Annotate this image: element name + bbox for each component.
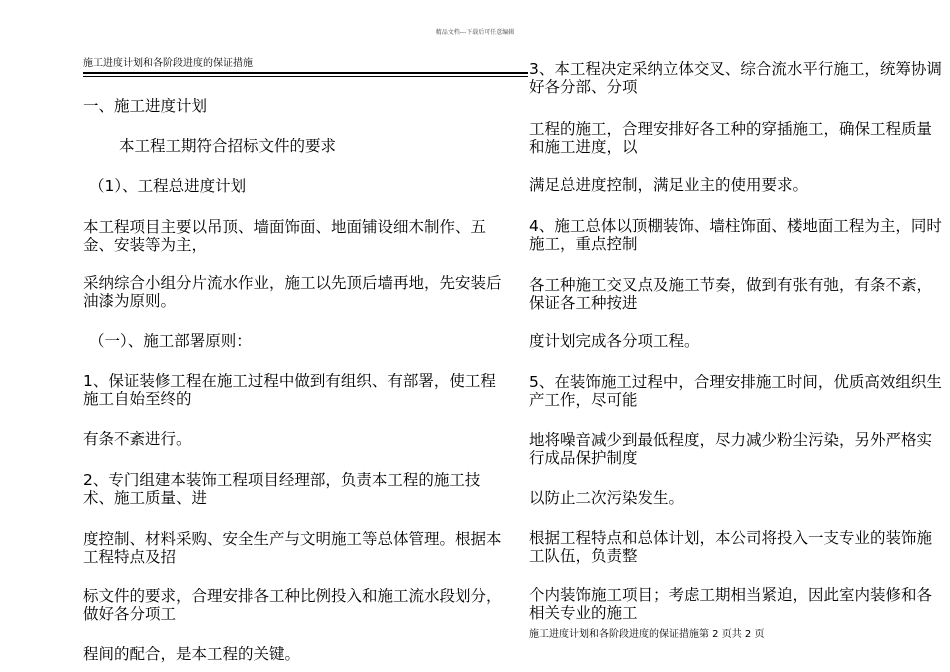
paragraph: 满足总进度控制，满足业主的使用要求。 [529, 176, 809, 194]
subsection-heading: （一）、施工部署原则： [89, 332, 252, 350]
paragraph: 工程的施工，合理安排好各工种的穿插施工，确保工程质量和施工进度，以 [529, 120, 933, 156]
top-note: 精品文档---下载后可任意编辑 [435, 29, 515, 36]
paragraph: 度计划完成各分项工程。 [529, 332, 700, 350]
subsection-heading: （1）、工程总进度计划 [89, 177, 247, 195]
paragraph: 2、专门组建本装饰工程项目经理部，负责本工程的施工技术、施工质量、进 [83, 471, 481, 507]
paragraph: 以防止二次污染发生。 [529, 489, 685, 507]
paragraph: 本工程项目主要以吊顶、墙面饰面、地面铺设细木制作、五金、安装等为主， [83, 218, 487, 254]
paragraph: 1、保证装修工程在施工过程中做到有组织、有部署，使工程施工自始至终的 [83, 372, 496, 408]
paragraph: 标文件的要求，合理安排各工种比例投入和施工流水段划分，做好各分项工 [83, 587, 502, 623]
paragraph: 采纳综合小组分片流水作业，施工以先顶后墙再地，先安装后油漆为原则。 [83, 274, 502, 310]
paragraph: 3、本工程决定采纳立体交叉、综合流水平行施工，统筹协调好各分部、分项 [529, 60, 942, 96]
paragraph: 4、施工总体以顶棚装饰、墙柱饰面、楼地面工程为主，同时施工，重点控制 [529, 217, 942, 253]
paragraph: 根据工程特点和总体计划，本公司将投入一支专业的装饰施工队伍，负责整 [529, 529, 933, 565]
header-rule-thin [83, 76, 528, 77]
paragraph: 本工程工期符合招标文件的要求 [119, 137, 337, 155]
paragraph: 有条不紊进行。 [83, 430, 192, 448]
paragraph: 个内装饰施工项目；考虑工期相当紧迫，因此室内装修和各相关专业的施工 [529, 586, 933, 622]
header-rule-thick [83, 72, 528, 74]
section-heading: 一、施工进度计划 [83, 97, 208, 115]
paragraph: 5、在装饰施工过程中，合理安排施工时间，优质高效组织生产工作，尽可能 [529, 373, 942, 409]
paragraph: 程间的配合，是本工程的关键。 [83, 645, 301, 663]
page-footer: 施工进度计划和各阶段进度的保证措施第 2 页共 2 页 [529, 629, 765, 640]
paragraph: 各工种施工交叉点及施工节奏，做到有张有弛，有条不紊，保证各工种按进 [529, 276, 933, 312]
paragraph: 地将噪音减少到最低程度，尽力减少粉尘污染，另外严格实行成品保护制度 [529, 431, 933, 467]
document-header-title: 施工进度计划和各阶段进度的保证措施 [83, 58, 253, 69]
paragraph: 度控制、材料采购、安全生产与文明施工等总体管理。根据本工程特点及招 [83, 530, 502, 566]
